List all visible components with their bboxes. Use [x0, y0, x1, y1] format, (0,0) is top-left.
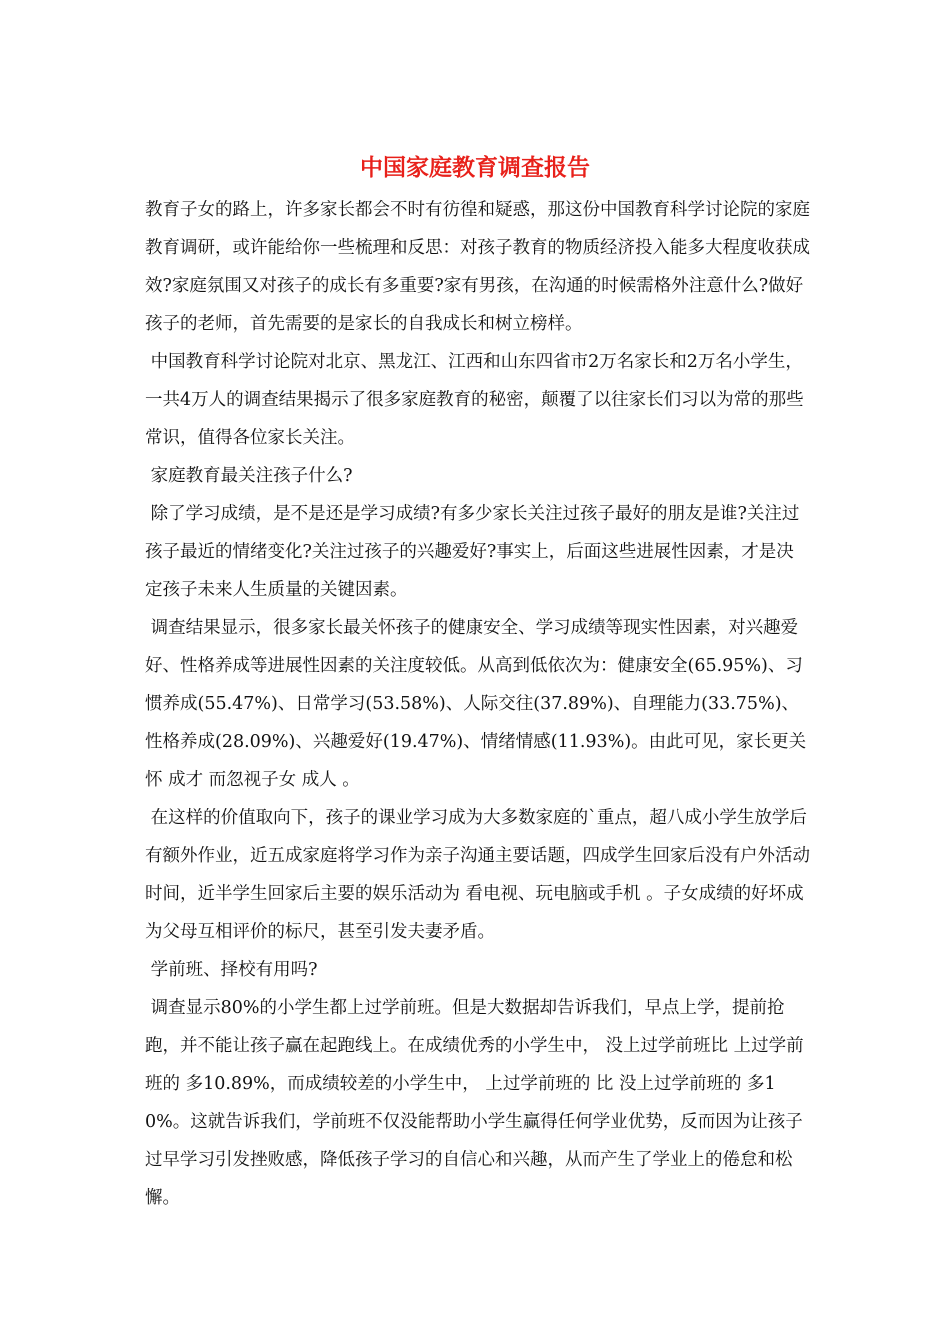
document-body: [145, 191, 810, 1217]
paragraph-survey-scope: 中国教育科学讨论院对北京、黑龙江、江西和山东四省市2万名家长和2万名小学生，一共4万人的调查结果揭示了很多家庭教育的秘密，颠覆了以往家长们习以为常的那些常识，值得各位家长关注。: [145, 352, 804, 448]
section-heading-focus: 家庭教育最关注孩子什么?: [145, 466, 353, 486]
section-heading-preschool: 学前班、择校有用吗?: [145, 960, 318, 980]
document-title: 中国家庭教育调查报告: [360, 154, 590, 181]
paragraph-survey-results: 调查结果显示，很多家长最关怀孩子的健康安全、学习成绩等现实性因素，对兴趣爱好、性格养成等进展性因素的关注度较低。从高到低依次为：健康安全(65.95%)、习惯养成(55.47%)、日常学习(53.58%)、人际交往(37.89%)、自理能力(33.75%)、性格养成(28.09%)、兴趣爱好(19.47%)、情绪情感(11.93%)。由此可见，家长更关怀 成才 而忽视子女 成人 。: [145, 618, 807, 790]
paragraph-value-orientation: 在这样的价值取向下，孩子的课业学习成为大多数家庭的`重点，超八成小学生放学后有额外作业，近五成家庭将学习作为亲子沟通主要话题，四成学生回家后没有户外活动时间，近半学生回家后主要的娱乐活动为 看电视、玩电脑或手机 。子女成绩的好坏成为父母互相评价的标尺，甚至引发夫妻矛盾。: [145, 808, 810, 942]
paragraph-preschool-findings: 调查显示80%的小学生都上过学前班。但是大数据却告诉我们，早点上学，提前抢跑，并不能让孩子赢在起跑线上。在成绩优秀的小学生中， 没上过学前班比 上过学前班的 多10.89%，而成绩较差的小学生中， 上过学前班的 比 没上过学前班的 多10%。这就告诉我们，学前班不仅没能帮助小学生赢得任何学业优势，反而因为让孩子过早学习引发挫败感，降低孩子学习的自信心和兴趣，从而产生了学业上的倦怠和松懈。: [145, 998, 804, 1208]
paragraph-grades-question: 除了学习成绩，是不是还是学习成绩?有多少家长关注过孩子最好的朋友是谁?关注过孩子最近的情绪变化?关注过孩子的兴趣爱好?事实上，后面这些进展性因素，才是决定孩子未来人生质量的关键因素。: [145, 504, 800, 600]
paragraph-intro: 教育子女的路上，许多家长都会不时有彷徨和疑惑，那这份中国教育科学讨论院的家庭教育调研，或许能给你一些梳理和反思：对孩子教育的物质经济投入能多大程度收获成效?家庭氛围又对孩子的成长有多重要?家有男孩，在沟通的时候需格外注意什么?做好孩子的老师，首先需要的是家长的自我成长和树立榜样。: [145, 200, 810, 334]
